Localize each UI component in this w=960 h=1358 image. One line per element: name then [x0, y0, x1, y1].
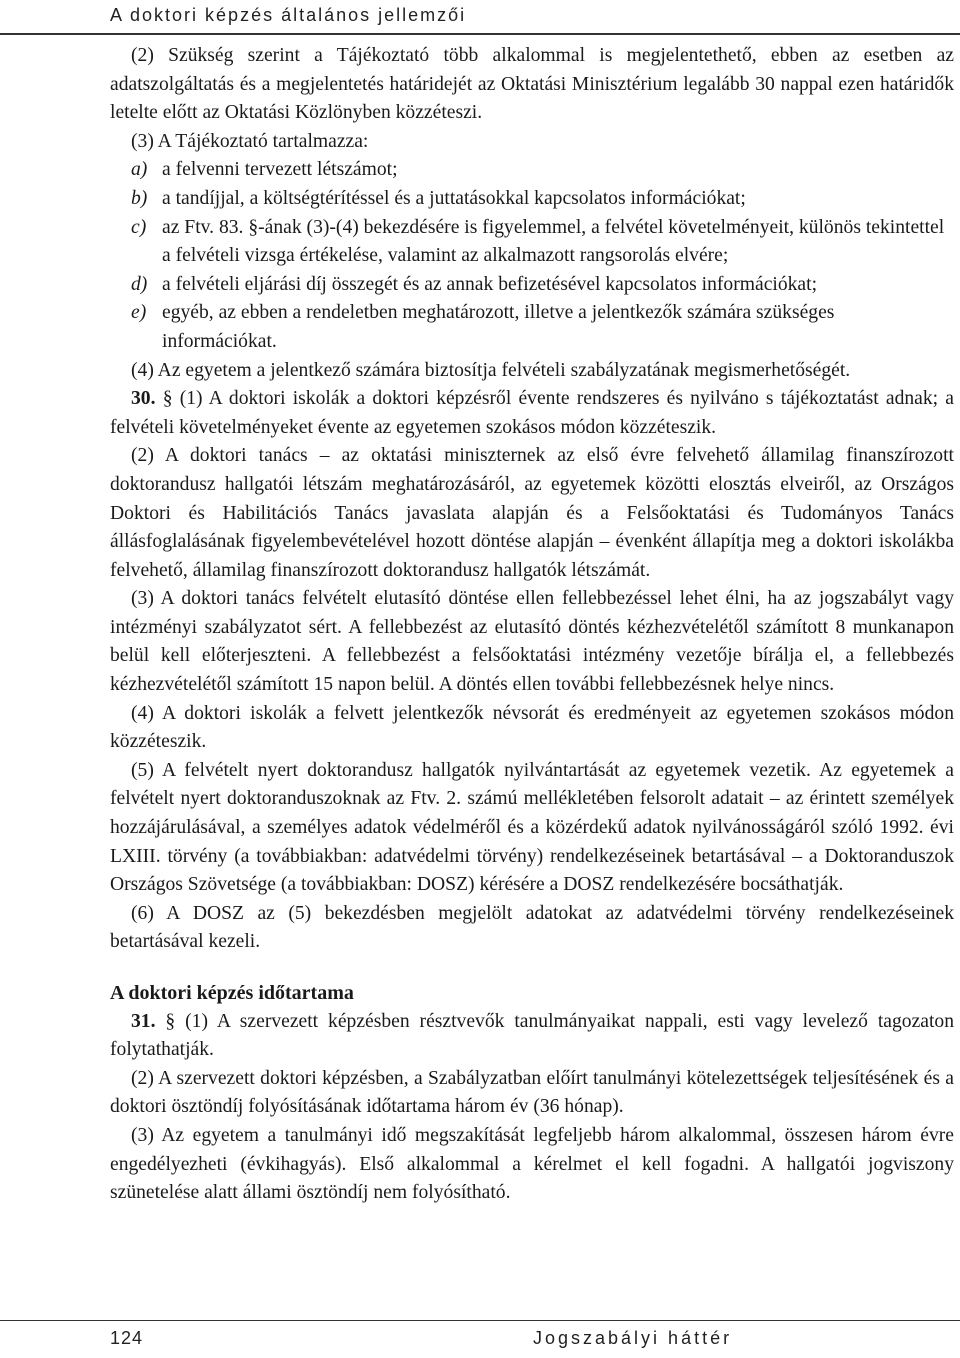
paragraph: (3) Az egyetem a tanulmányi idő megszakítását legfeljebb három alkalommal, összesen három évre engedélyezheti (évkihagyás). Első alkalommal a kérelmet el kell fogadni. A hallgatói jogviszony szünetelése alatt állami ösztöndíj nem folyósítható.: [110, 1124, 954, 1204]
enumerated-list: [110, 156, 954, 356]
section-text: § (1) A szervezett képzésben résztvevők tanulmányaikat nappali, esti vagy levelező tagozaton folytathatják.: [110, 1010, 954, 1061]
list-text: egyéb, az ebben a rendeletben meghatározott, illetve a jelentkezők számára szükséges információkat.: [162, 302, 835, 352]
list-item: [110, 185, 954, 214]
section-text: § (1) A doktori iskolák a doktori képzésről évente rendszeres és nyilváno s tájékoztatást adnak; a felvételi követelményeket évente az egyetemen szokásos módon közzéteszik.: [110, 388, 954, 438]
list-letter: a): [131, 159, 148, 181]
header-rule: [0, 33, 960, 35]
list-letter: b): [131, 187, 148, 209]
paragraph: (6) A DOSZ az (5) bekezdésben megjelölt adatokat az adatvédelmi törvény rendelkezéseinek betartásával kezeli.: [110, 902, 954, 953]
paragraph: (4) A doktori iskolák a felvett jelentkezők névsorát és eredményeit az egyetemen szokásos módon közzéteszik.: [110, 702, 954, 753]
paragraph: (3) A doktori tanács felvételt elutasító döntése ellen fellebbezéssel lehet élni, ha az jogszabályt vagy intézményi szabályzatot sért. A fellebbezést az elutasító döntés kézhezvételétől számított 8 munkanapon belül kell előterjeszteni. A fellebbezést a felsőoktatási intézmény vezetője bírálja el, a fellebbezés kézhezvételétől számított 15 napon belül. A döntés ellen további fellebbezésnek helye nincs.: [110, 588, 954, 696]
paragraph: (3) A Tájékoztató tartalmazza:: [131, 130, 369, 152]
paragraph: (5) A felvételt nyert doktorandusz hallgatók nyilvántartását az egyetemek vezetik. Az egyetemek a felvételt nyert doktoranduszoknak az Ftv. 2. számú mellékletében felsorolt adatait – az érintett személyek hozzájárulásával, a személyes adatok védelméről és a közérdekű adatok nyilvánosságáról szóló 1992. évi LXIII. törvény (a továbbiakban: adatvédelmi törvény) rendelkezéseinek betartásával – a Doktoranduszok Országos Szövetsége (a továbbiakban: DOSZ) kérésére a DOSZ rendelkezésére bocsáthatják.: [110, 759, 954, 896]
section-heading: A doktori képzés időtartama: [110, 982, 354, 1004]
page-number: 124: [110, 1328, 144, 1348]
list-text: a tandíjjal, a költségtérítéssel és a juttatásokkal kapcsolatos információkat;: [162, 187, 746, 209]
section-number: 31.: [131, 1010, 156, 1032]
paragraph: (4) Az egyetem a jelentkező számára biztosítja felvételi szabályzatának megismerhetőségét.: [131, 359, 851, 381]
list-letter: e): [131, 302, 147, 324]
list-letter: c): [131, 216, 147, 238]
page-content: [110, 42, 954, 1208]
list-item: [110, 299, 954, 356]
section-number: 30.: [131, 388, 156, 410]
list-text: a felvételi eljárási díj összegét és az annak befizetésével kapcsolatos információkat;: [162, 273, 818, 295]
paragraph: (2) A szervezett doktori képzésben, a Szabályzatban előírt tanulmányi kötelezettségek teljesítésének és a doktori ösztöndíj folyósításának időtartama három év (36 hónap).: [110, 1067, 954, 1118]
running-title: A doktori képzés általános jellemzői: [110, 5, 467, 25]
paragraph: (2) A doktori tanács – az oktatási miniszternek az első évre felvehető államilag finanszírozott doktorandusz hallgatói létszám meghatározásáról, az egyetemek közötti elosztás elveiről, az Országos Doktori és Habilitációs Tanács javaslata alapján és a Felsőoktatási és Tudományos Tanács állásfoglalásának figyelembevételével hozott döntése alapján – évenként állapítja meg a doktori iskolákba felvehető, államilag finanszírozott doktorandusz hallgatók létszámát.: [110, 445, 954, 581]
list-letter: d): [131, 273, 148, 295]
paragraph: (2) Szükség szerint a Tájékoztató több alkalommal is megjelentethető, ebben az esetben az adatszolgáltatás és a megjelentetés határidejét az Oktatási Minisztérium legalább 30 nappal ezen határidők letelte előtt az Oktatási Közlönyben közzéteszi.: [110, 45, 954, 124]
section-31-paragraph-1: [110, 1008, 954, 1065]
list-text: a felvenni tervezett létszámot;: [162, 159, 398, 181]
list-item: [110, 214, 954, 271]
list-item: [110, 156, 954, 185]
footer-title: Jogszabályi háttér: [533, 1328, 733, 1348]
page-footer: [0, 1320, 960, 1358]
list-item: [110, 271, 954, 300]
list-text: az Ftv. 83. §-ának (3)-(4) bekezdésére is figyelemmel, a felvétel követelményeit, különös tekintettel a felvételi vizsga értékelése, valamint az alkalmazott rangsorolás elvére;: [162, 216, 945, 267]
section-30-paragraph-1: [110, 385, 954, 442]
